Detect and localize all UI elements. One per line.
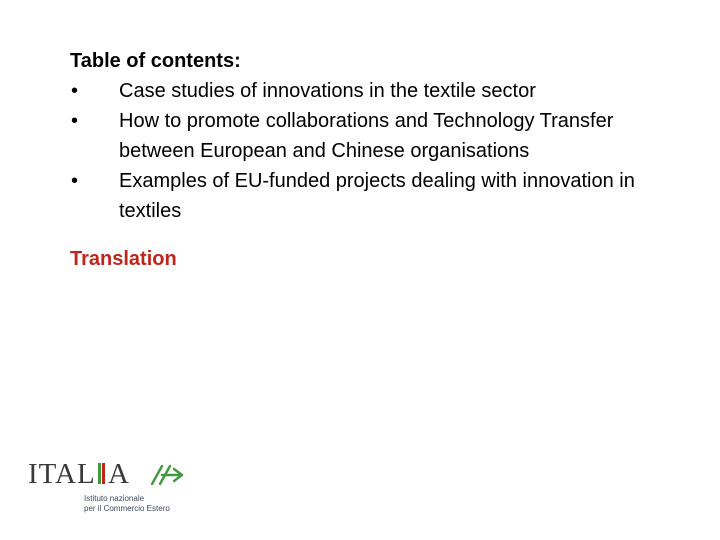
translation-label: Translation	[70, 248, 177, 270]
logo-wordmark-graphic	[28, 458, 146, 490]
slide-content	[70, 46, 670, 274]
toc-title: Table of contents:	[70, 50, 241, 72]
toc-item-text: How to promote collaborations and Technology Transfer between European and Chinese organisations	[119, 110, 614, 162]
toc-item	[70, 106, 670, 166]
svg-text:ITAL: ITAL	[28, 458, 96, 490]
toc-item-text: Case studies of innovations in the textile sector	[119, 80, 536, 102]
ice-logo	[28, 458, 188, 518]
logo-arrow-mark-icon	[148, 462, 188, 488]
logo-subtitle-line2: per il Commercio Estero	[84, 504, 170, 513]
bullet: •	[71, 80, 79, 102]
logo-subtitle-line1: Istituto nazionale	[84, 494, 145, 503]
toc-item	[70, 76, 670, 106]
toc-item-text: Examples of EU-funded projects dealing with innovation in textiles	[119, 170, 635, 222]
toc-item	[70, 166, 670, 226]
logo-subtitle	[84, 494, 170, 514]
bullet: •	[71, 170, 79, 192]
logo-wordmark	[28, 458, 146, 497]
toc-list	[70, 76, 670, 226]
svg-text:A: A	[108, 458, 130, 490]
bullet: •	[71, 110, 79, 132]
